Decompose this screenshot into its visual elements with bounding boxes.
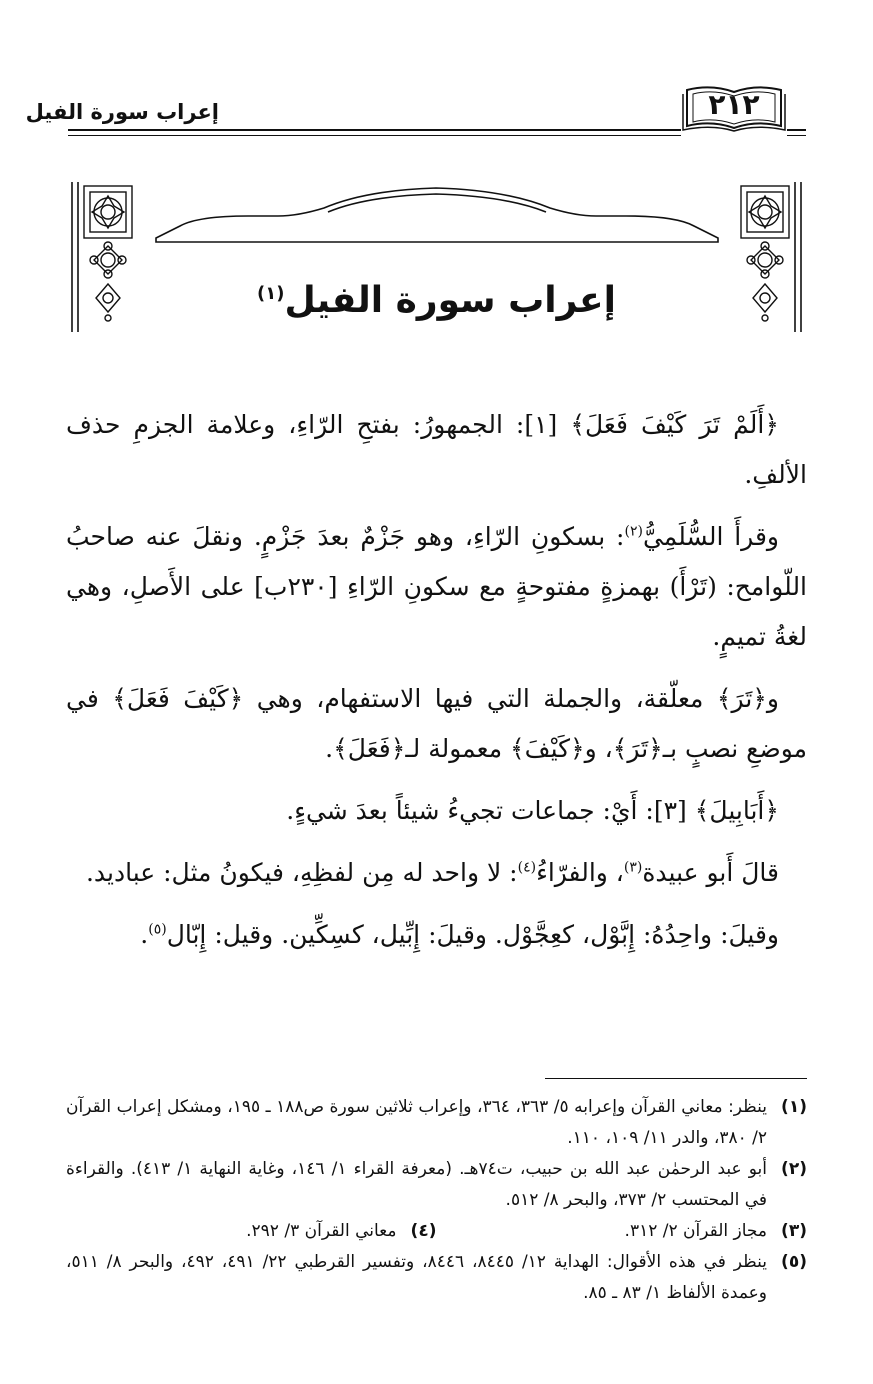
footnote-2: (٢) أبو عبد الرحمٰن عبد الله بن حبيب، ت٧٤هـ. (معرفة القراء ١/ ١٤٦، وغاية النهاية ١/ ٤١٣). والقراءة في المحتسب ٢/ ٣٧٣، والبحر ٨/ ٥١٢. [66,1159,807,1210]
paragraph-5: قالَ أَبو عبيدة$^{(٣)}$، والفرّاءُ$^{(٤)}$: لا واحد له مِن لفظِهِ، فيكونُ مثل: عباديد. [85,858,779,887]
running-header-title: إعراب سورة الفيل [25,100,219,124]
footnote-ref-4: (٤) [517,859,537,876]
chapter-title-text: إعراب سورة الفيل [284,280,616,321]
footnote-ref-5: (٥) [148,921,167,938]
paragraph-4: ﴿أَبَابِيلَ﴾ [٣]: أَيْ: جماعات تجيءُ شيئاً بعدَ شيءٍ. [286,796,779,825]
footnotes-3-4 [66,1216,807,1247]
left-rosette-ornament [84,186,132,321]
paragraph-3: و﴿تَرَ﴾ معلّقة، والجملة التي فيها الاستفهام، وهي ﴿كَيْفَ فَعَلَ﴾ في موضعِ نصبٍ بـ﴿تَرَ﴾، و﴿كَيْفَ﴾ معمولة لـ﴿فَعَلَ﴾. [66,684,807,763]
footnote-ref-3: (٣) [623,859,643,876]
main-text [66,400,807,972]
paragraph-6: وقيلَ: واحِدُهُ: إِبَّوْل، كعِجَّوْل. وقيلَ: إِبِّيل، كسِكِّين. وقيل: إِبّال$^{(٥)}$. [140,920,779,949]
chapter-title [200,280,673,321]
footnote-4: (٤) معاني القرآن ٣/ ٢٩٢. [246,1221,437,1241]
footnotes [66,1092,807,1309]
right-rosette-ornament [741,186,789,321]
paragraph-2: وقرأَ السُّلَمِيُّ$^{(٢)}$: بسكونِ الرّاءِ، وهو جَزْمٌ بعدَ جَزْمٍ. ونقلَ عنه صاحبُ اللّوامح: (تَرْأَ) بهمزةٍ مفتوحةٍ مع سكونِ الرّاءِ [٢٣٠ب] على الأَصلِ، وهي لغةُ تميمٍ. [66,522,808,651]
footnote-separator [545,1078,807,1079]
footnote-5: (٥) ينظر في هذه الأقوال: الهداية ١٢/ ٨٤٤٥، ٨٤٤٦، وتفسير القرطبي ٢٢/ ٤٩١، ٤٩٢، والبحر ٨/ ٥١١، وعمدة الألفاظ ١/ ٨٣ ـ ٨٥. [66,1252,807,1303]
footnote-1: (١) ينظر: معاني القرآن وإعرابه ٥/ ٣٦٣، ٣٦٤، وإعراب ثلاثين سورة ص١٨٨ ـ ١٩٥، ومشكل إعراب القرآن ٢/ ٣٨٠، والدر ١١/ ١٠٩، ١١٠. [66,1097,807,1148]
footnote-3: (٣) مجاز القرآن ٢/ ٣١٢. [624,1221,807,1241]
paragraph-1: ﴿أَلَمْ تَرَ كَيْفَ فَعَلَ﴾ [١]: الجمهورُ: بفتحِ الرّاءِ، وعلامة الجزمِ حذف الألفِ. [66,410,807,489]
chapter-title-note: (١) [257,283,285,304]
page-number: ٢١٢ [708,88,760,121]
footnote-ref-2: (٢) [624,523,643,540]
